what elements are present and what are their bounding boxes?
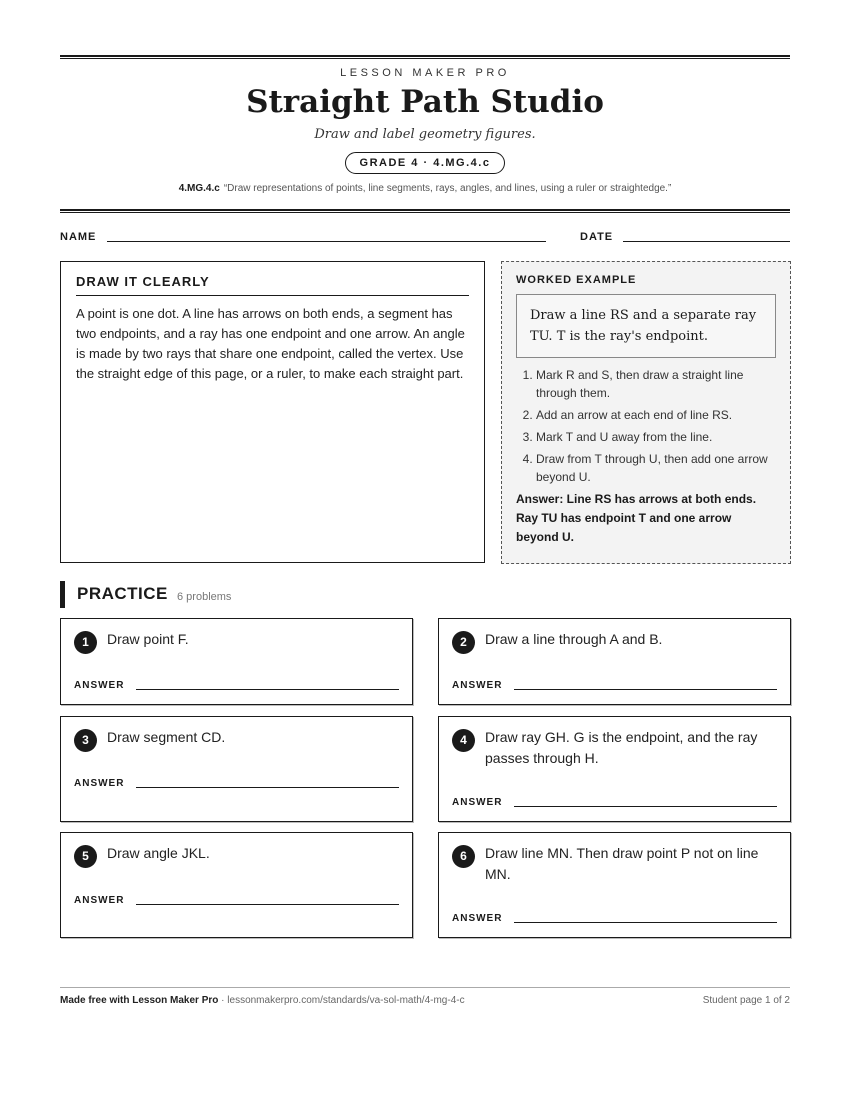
footer-made-with: Made free with Lesson Maker Pro [60, 995, 219, 1006]
problem-text: Draw angle JKL. [107, 845, 210, 861]
problem-card-4 [438, 716, 791, 822]
practice-accent-bar [60, 581, 65, 608]
answer-field[interactable] [514, 806, 777, 807]
practice-count: 6 problems [177, 591, 232, 603]
problem-number: 4 [452, 729, 475, 752]
step-item: 3. Mark T and U away from the line. [536, 428, 776, 446]
draw-box-heading: DRAW IT CLEARLY [76, 274, 469, 296]
header-top-rule [60, 55, 790, 59]
step-item: 1. Mark R and S, then draw a straight line through them. [536, 366, 776, 402]
answer-field[interactable] [514, 922, 777, 923]
answer-label: ANSWER [452, 680, 503, 691]
problem-card-2 [438, 618, 791, 705]
footer-rule [60, 987, 790, 988]
worked-example-steps [516, 366, 776, 486]
standard-line [60, 183, 790, 194]
date-label: DATE [580, 231, 614, 243]
problem-number: 2 [452, 631, 475, 654]
draw-box-text: A point is one dot. A line has arrows on both ends, a segment has two endpoints, and a ray has one endpoint and one arrow. An angle is made by two rays that share one endpoint, called the vertex. Use the straight edge of this page, or a ruler, to make each straight part. [76, 306, 465, 381]
problem-number: 6 [452, 845, 475, 868]
problem-text: Draw line MN. Then draw point P not on line MN. [485, 845, 759, 882]
problem-number: 5 [74, 845, 97, 868]
answer-label: ANSWER [74, 895, 125, 906]
date-field[interactable] [623, 241, 790, 242]
footer-url[interactable]: · lessonmakerpro.com/standards/va-sol-math/4-mg-4-c [221, 995, 465, 1006]
problem-text: Draw segment CD. [107, 729, 226, 745]
name-label: NAME [60, 231, 97, 243]
worked-example-answer: Answer: Line RS has arrows at both ends. Ray TU has endpoint T and one arrow beyond U. [516, 492, 757, 544]
problem-text: Draw point F. [107, 631, 189, 647]
step-item: 2. Add an arrow at each end of line RS. [536, 406, 776, 424]
answer-field[interactable] [514, 689, 777, 690]
problem-card-3 [60, 716, 413, 822]
name-field[interactable] [107, 241, 546, 242]
answer-label: ANSWER [74, 778, 125, 789]
answer-label: ANSWER [452, 913, 503, 924]
page-subtitle: Draw and label geometry figures. [314, 127, 536, 142]
answer-field[interactable] [136, 689, 399, 690]
answer-label: ANSWER [452, 797, 503, 808]
brand-name: LESSON MAKER PRO [340, 67, 510, 79]
problem-number: 1 [74, 631, 97, 654]
answer-field[interactable] [136, 787, 399, 788]
draw-it-clearly-box [60, 261, 485, 563]
problem-text: Draw a line through A and B. [485, 631, 663, 647]
worked-example-prompt: Draw a line RS and a separate ray TU. T is the ray's endpoint. [516, 294, 776, 358]
problem-text: Draw ray GH. G is the endpoint, and the ray passes through H. [485, 729, 758, 766]
answer-label: ANSWER [74, 680, 125, 691]
page-title: Straight Path Studio [246, 84, 604, 120]
problem-number: 3 [74, 729, 97, 752]
answer-field[interactable] [136, 904, 399, 905]
footer-page-number: Student page 1 of 2 [702, 995, 790, 1006]
standard-text: “Draw representations of points, line segments, rays, angles, and lines, using a ruler or straightedge.” [223, 183, 672, 194]
footer-credit [60, 995, 465, 1006]
problem-card-6 [438, 832, 791, 938]
step-item: 4. Draw from T through U, then add one arrow beyond U. [536, 450, 776, 486]
practice-title: PRACTICE [77, 584, 168, 603]
problem-card-5 [60, 832, 413, 938]
standard-code: 4.MG.4.c [178, 183, 220, 194]
problem-card-1 [60, 618, 413, 705]
grade-badge: GRADE 4 · 4.MG.4.c [345, 152, 506, 174]
worked-example-box [501, 261, 791, 564]
header-bottom-rule [60, 209, 790, 213]
worked-example-heading: WORKED EXAMPLE [516, 274, 637, 286]
